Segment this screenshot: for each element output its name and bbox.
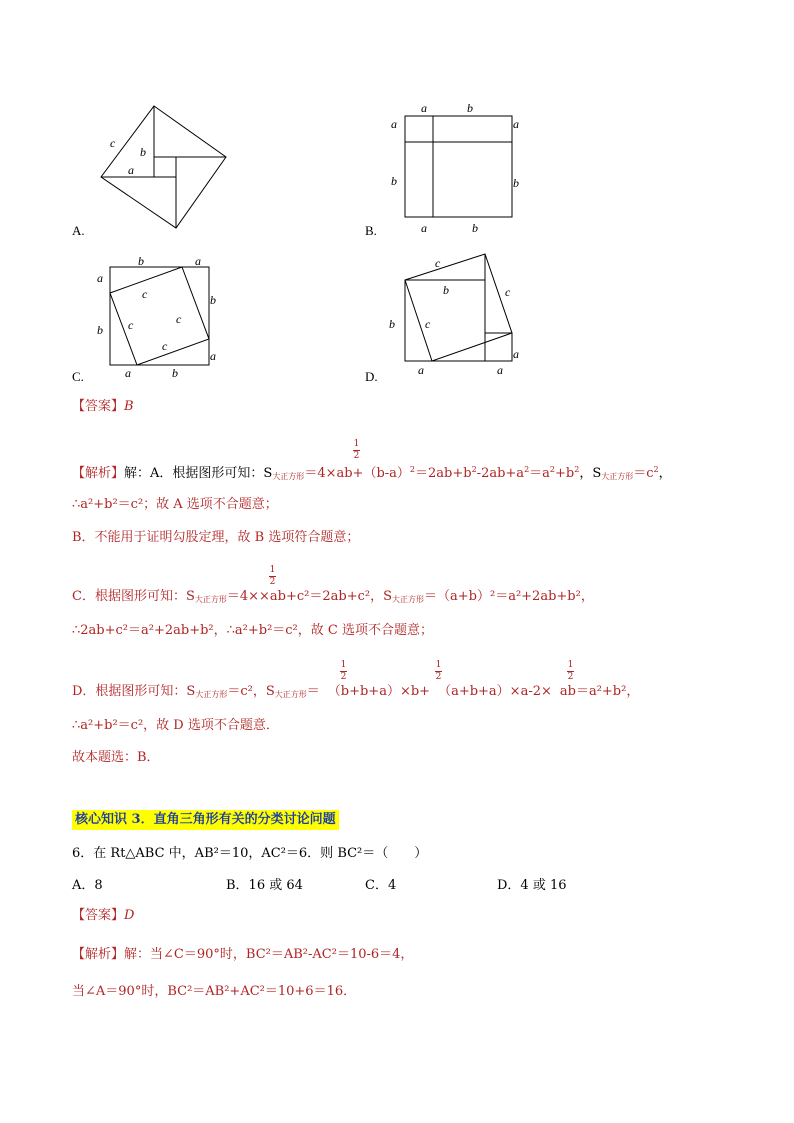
svg-text:a: a: [497, 363, 503, 377]
figure-c: [92, 252, 232, 382]
q6-stem: 6．在 Rt△ABC 中，AB²＝10，AC²＝6．则 BC²＝（ ）: [72, 846, 428, 861]
q5-analysis-line6: D．根据图形可知：$S_{大正方形}=c^2$，$S_{大正方形}= (b+b+a)\times b+ (a+b+a)\times a-2\times ab=a^2+b^2$，: [72, 684, 640, 699]
q5-analysis-line4: C．根据图形可知：$S_{大正方形}=4\times\times ab+c^2=2ab+c^2$，$S_{大正方形}=(a+b)^2=a^2+2ab+b^2$，: [72, 589, 594, 604]
label-c: c: [110, 136, 116, 150]
q5-answer: 【答案】B: [72, 399, 134, 414]
svg-text:b: b: [443, 283, 449, 297]
figure-b: [385, 100, 530, 235]
q5-analysis-line1: 【解析】解：A．根据图形可知：$S_{大正方形}=4\times ab+(b-a)^2=2ab+b^2-2ab+a^2=a^2+b^2$，$S_{大正方形}=c^2$，: [72, 465, 672, 481]
q6-choice-d: D．4 或 16: [497, 878, 567, 893]
q6-choice-a: A．8: [72, 878, 103, 893]
option-d-label: D.: [365, 369, 378, 384]
svg-text:c: c: [435, 256, 441, 270]
label-a: a: [128, 163, 134, 177]
option-a-label: A.: [72, 223, 85, 238]
svg-text:b: b: [97, 323, 103, 337]
svg-text:b: b: [467, 101, 473, 115]
svg-text:a: a: [125, 366, 131, 380]
svg-text:b: b: [172, 366, 178, 380]
option-c-label: C.: [72, 369, 84, 384]
q5-analysis-line2: ∴a²+b²＝c²；故 A 选项不合题意；: [72, 497, 278, 512]
label-b: b: [140, 145, 146, 159]
figure-a: [96, 100, 236, 235]
svg-text:b: b: [210, 293, 216, 307]
svg-text:a: a: [513, 117, 519, 131]
svg-text:c: c: [505, 285, 511, 299]
q6-answer: 【答案】D: [72, 908, 135, 923]
q5-analysis-line5: ∴2ab+c²＝a²+2ab+b²，∴a²+b²＝c²，故 C 选项不合题意；: [72, 623, 433, 638]
svg-text:b: b: [389, 317, 395, 331]
figure-d: [385, 250, 530, 380]
q6-analysis-line1: 【解析】解：当∠C＝90°时，BC²＝AB²-AC²＝10-6＝4，: [72, 947, 414, 962]
q6-choice-c: C．4: [365, 878, 397, 893]
svg-text:b: b: [472, 221, 478, 235]
q6-choice-b: B．16 或 64: [226, 878, 303, 893]
svg-text:a: a: [421, 221, 427, 235]
svg-text:b: b: [391, 174, 397, 188]
svg-text:a: a: [97, 271, 103, 285]
option-b-label: B.: [365, 223, 377, 238]
svg-text:a: a: [391, 117, 397, 131]
svg-text:c: c: [176, 312, 182, 326]
svg-text:b: b: [513, 176, 519, 190]
q5-analysis-line7: ∴a²+b²＝c²，故 D 选项不合题意．: [72, 718, 279, 733]
svg-text:a: a: [513, 347, 519, 361]
svg-text:a: a: [210, 349, 216, 363]
svg-text:c: c: [425, 317, 431, 331]
svg-text:a: a: [418, 363, 424, 377]
svg-text:c: c: [142, 287, 148, 301]
q5-analysis-line3: B．不能用于证明勾股定理，故 B 选项符合题意；: [72, 530, 360, 545]
q6-analysis-line2: 当∠A＝90°时，BC²＝AB²+AC²＝10+6＝16．: [72, 984, 357, 999]
section-heading: 核心知识 3．直角三角形有关的分类讨论问题: [72, 810, 339, 830]
svg-text:a: a: [195, 254, 201, 268]
svg-text:b: b: [138, 254, 144, 268]
q5-conclusion: 故本题选：B．: [72, 750, 160, 765]
fraction-half: 1 2: [353, 439, 360, 461]
svg-text:c: c: [128, 318, 134, 332]
svg-text:a: a: [421, 101, 427, 115]
svg-text:c: c: [162, 339, 168, 353]
